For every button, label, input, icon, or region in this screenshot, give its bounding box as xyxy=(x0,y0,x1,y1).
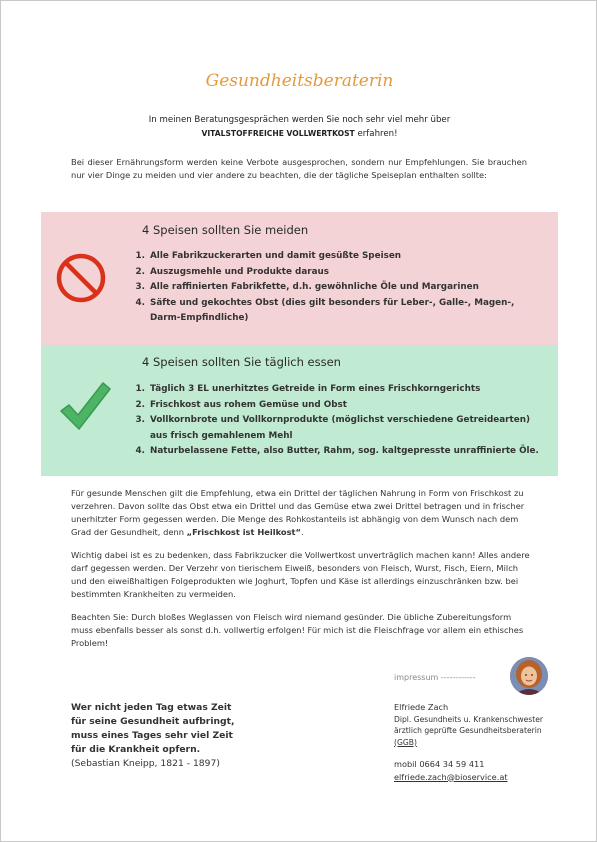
contact-block xyxy=(394,701,574,783)
daily-list xyxy=(124,382,543,460)
daily-item: 3. Vollkornbrote und Vollkornprodukte (möglichst verschiedene Getreidearten) aus frisch gemahlenem Mehl xyxy=(148,413,543,444)
portrait-image xyxy=(510,657,548,695)
intro-rest: erfahren! xyxy=(354,129,398,139)
body-paragraph-2: Wichtig dabei ist es zu bedenken, dass Fabrikzucker die Vollwertkost unverträglich machen kann! Alles andere darf gegessen werden. Der Verzehr von tierischem Eiweiß, besonders von Fleisch, Wurst, Fisch, Eiern, Milch und den eiweißhaltigen Folgeprodukten wie Joghurt, Topfen und Käse ist allerdings einzuschränken bzw. bei bestimmten Krankheiten zu vermeiden. xyxy=(71,550,530,599)
avoid-item: 3. Alle raffinierten Fabrikfette, d.h. gewöhnliche Öle und Margarinen xyxy=(148,280,543,296)
avoid-box xyxy=(41,212,558,345)
intro-paragraph: Bei dieser Ernährungsform werden keine Verbote ausgesprochen, sondern nur Empfehlungen. Sie brauchen nur vier Dinge zu meiden und vier andere zu beachten, die der tägliche Speiseplan enthalten sollte: xyxy=(71,157,527,180)
avoid-item: 4. Säfte und gekochtes Obst (dies gilt besonders für Leber-, Galle-, Magen-, Darm-Empfindliche) xyxy=(148,296,543,327)
contact-mobile: mobil 0664 34 59 411 xyxy=(394,759,485,769)
quote-line: für die Krankheit opfern. xyxy=(71,744,201,755)
daily-heading: 4 Speisen sollten Sie täglich essen xyxy=(142,355,341,369)
quote-line: Wer nicht jeden Tag etwas Zeit xyxy=(71,702,232,713)
quote-line: muss eines Tages sehr viel Zeit xyxy=(71,730,233,741)
avoid-list xyxy=(124,249,543,327)
body-p1-end: . xyxy=(300,527,304,537)
body-p1-text: Für gesunde Menschen gilt die Empfehlung, etwa ein Drittel der täglichen Nahrung in Form von Frischkost zu verzehren. Davon sollte das Obst etwa ein Drittel und das Gemüse etwa zwei Drittel betragen und in frischer unerhitzter Form gegessen werden. Die Menge des Rohkostanteils ist abhängig von dem Wunsch nach dem Grad der Gesundheit, denn xyxy=(71,488,525,537)
page-title: Gesundheitsberaterin xyxy=(205,71,394,91)
impressum-label: impressum ------------ xyxy=(394,673,476,682)
contact-name: Elfriede Zach xyxy=(394,702,449,712)
daily-item: 4. Naturbelassene Fette, also Butter, Rahm, sog. kaltgepresste unraffinierte Öle. xyxy=(148,444,543,460)
body-paragraph-1 xyxy=(71,487,531,539)
avoid-item: 1. Alle Fabrikzuckerarten und damit gesüßte Speisen xyxy=(148,249,543,265)
avatar xyxy=(510,657,548,695)
intro-line-1: In meinen Beratungsgesprächen werden Sie noch sehr viel mehr über xyxy=(148,115,451,125)
body-text xyxy=(71,487,531,660)
contact-title-1: Dipl. Gesundheits u. Krankenschwester xyxy=(394,714,543,724)
avoid-item: 2. Auszugsmehle und Produkte daraus xyxy=(148,265,543,281)
quote-line: für seine Gesundheit aufbringt, xyxy=(71,716,235,727)
avoid-heading: 4 Speisen sollten Sie meiden xyxy=(142,223,309,237)
kneipp-quote xyxy=(71,701,291,771)
contact-title-3: (GGB) xyxy=(394,737,417,747)
daily-box xyxy=(41,345,558,476)
contact-email-link[interactable]: elfriede.zach@bioservice.at xyxy=(394,771,508,782)
intro-text xyxy=(1,114,597,141)
quote-author: (Sebastian Kneipp, 1821 - 1897) xyxy=(71,758,220,769)
daily-item: 1. Täglich 3 EL unerhitztes Getreide in Form eines Frischkorngerichts xyxy=(148,382,543,398)
contact-title-2: ärztlich geprüfte Gesundheitsberaterin xyxy=(394,726,542,735)
checkmark-icon xyxy=(57,377,113,433)
prohibition-icon xyxy=(55,252,107,304)
body-paragraph-3: Beachten Sie: Durch bloßes Weglassen von Fleisch wird niemand gesünder. Die übliche Zubereitungsform muss ebenfalls besser als sonst d.h. vollwertig erfolgen! Für mich ist die Fleischfrage vor allem ein ethisches Problem! xyxy=(71,612,524,648)
intro-caps: VITALSTOFFREICHE VOLLWERTKOST xyxy=(201,129,355,138)
intro-line-2 xyxy=(1,127,597,141)
body-p1-bold: „Frischkost ist Heilkost“ xyxy=(186,527,301,537)
daily-item: 2. Frischkost aus rohem Gemüse und Obst xyxy=(148,398,543,414)
